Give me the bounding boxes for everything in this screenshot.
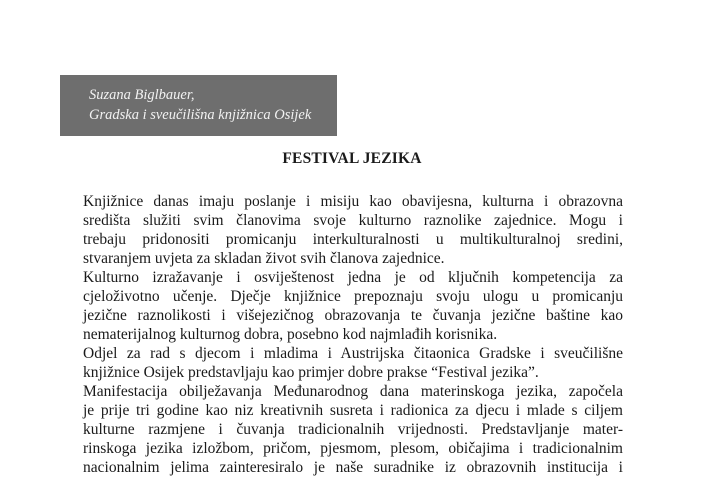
body-line: Manifestacija obilježavanja Međunarodnog dana materinskoga jezika, započela	[83, 383, 623, 400]
body-line: jezične raznolikosti i višejezičnog obrazovanja te čuvanja jezične baštine kao	[83, 307, 623, 324]
body-line: središta služiti svim članovima svoje kulturno raznolike zajednice. Mogu i	[83, 212, 623, 229]
body-line: knjižnice Osijek predstavljaju kao primjer dobre prakse “Festival jezika”.	[83, 364, 539, 381]
body-line: nematerijalnog kulturnog dobra, posebno kod najmlađih korisnika.	[83, 326, 498, 343]
body-line: stvaranjem uvjeta za skladan život svih članova zajednice.	[83, 250, 445, 267]
body-line: rinskoga jezika izložbom, pričom, pjesmom, plesom, običajima i tradicionalnim	[83, 440, 623, 457]
author-affiliation: Gradska i sveučilišna knjižnica Osijek	[89, 107, 312, 123]
body-line: kulturne razmjene i čuvanja tradicionalnih vrijednosti. Predstavljanje mater-	[83, 421, 623, 438]
body-line: trebaju pridonositi promicanju interkulturalnosti u multikulturalnoj sredini,	[83, 231, 623, 248]
body-line: Knjižnice danas imaju poslanje i misiju kao obavijesna, kulturna i obrazovna	[83, 193, 623, 210]
body-line: nacionalnim jelima zainteresiralo je naše suradnike iz obrazovnih institucija i	[83, 459, 623, 476]
body-line: Odjel za rad s djecom i mladima i Austrijska čitaonica Gradske i sveučilišne	[83, 345, 623, 362]
body-line: je prije tri godine kao niz kreativnih susreta i radionica za djecu i mlade s ciljem	[83, 402, 623, 419]
article-title: FESTIVAL JEZIKA	[282, 150, 422, 167]
article-body	[83, 192, 623, 477]
author-box	[60, 75, 337, 136]
author-name: Suzana Biglbauer,	[89, 87, 195, 103]
body-line: cjeloživotno učenje. Dječje knjižnice prepoznaju svoju ulogu u promicanju	[83, 288, 623, 305]
body-line: Kulturno izražavanje i osviještenost jedna je od ključnih kompetencija za	[83, 269, 623, 286]
